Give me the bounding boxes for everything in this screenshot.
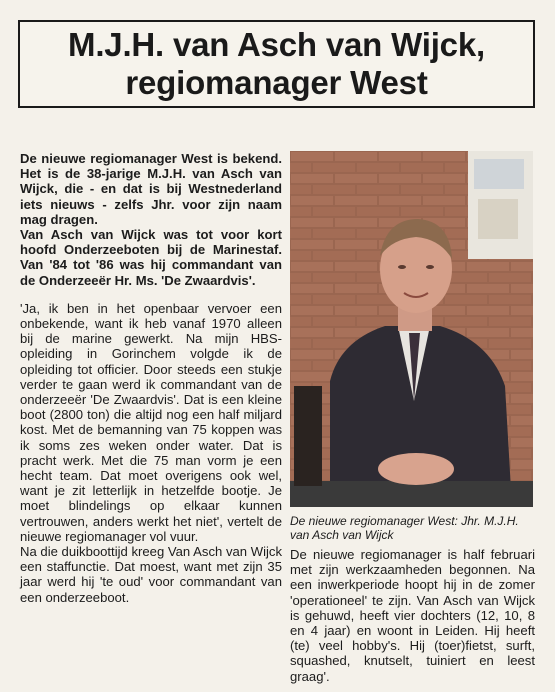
lede-paragraph-1: De nieuwe regiomanager West is bekend. Het is de 38-jarige M.J.H. van Asch van Wijck, die - en dat is bij Westnederland iets nieuws - zelfs Jhr. voor zijn naam mag dragen. xyxy=(20,151,282,227)
headline-line-1: M.J.H. van Asch van Wijck, xyxy=(68,26,485,63)
lede-paragraphs xyxy=(20,151,282,288)
quote-paragraphs xyxy=(20,301,282,605)
right-paragraph-1: De nieuwe regiomanager is half februari met zijn werkzaamheden begonnen. Na een inwerkperiode hoopt hij in de zomer 'operationeel' te zijn. Van Asch van Wijck is gehuwd, heeft vier dochters (12, 10, 8 en 4 jaar) en woont in Leiden. Hij heeft (te) veel hobby's. Hij (toer)fietst, surft, squashed, knutselt, tuiniert en leest graag'. xyxy=(290,547,535,684)
right-column xyxy=(290,547,535,684)
left-column xyxy=(20,151,282,605)
lede-paragraph-2: Van Asch van Wijck was tot voor kort hoofd Onderzeeboten bij de Marinestaf. Van '84 tot '86 was hij commandant van de Onderzeeër Hr. Ms. 'De Zwaardvis'. xyxy=(20,227,282,288)
quote-paragraph-1: 'Ja, ik ben in het openbaar vervoer een onbekende, want ik heb vanaf 1970 alleen bij de marine gewerkt. Na mijn HBS-opleiding in Gorinchem volgde ik de opleiding tot officier. Door steeds een stukje verder te gaan werd ik commandant van de onderzeeër 'De Zwaardvis'. Dat is een kleine boot (2800 ton) die altijd nog een half miljard kost. Met de bemanning van 75 koppen was ik soms zes weken onder water. Dat is pracht werk. Met die 75 man vorm je een hecht team. Dat moet overigens ook wel, want je zit letterlijk in hetzelfde bootje. Je moet blindelings op elkaar kunnen vertrouwen, anders werkt het niet', vertelt de nieuwe regiomanager vol vuur. xyxy=(20,300,282,544)
headline-line-2: regiomanager West xyxy=(125,64,428,101)
quote-paragraph-2: Na die duikboottijd kreeg Van Asch van Wijck een staffunctie. Dat moest, want met zijn 35 jaar werd hij 'te oud' voor commandant van een onderzeeboot. xyxy=(20,544,282,605)
photo-caption: De nieuwe regiomanager West: Jhr. M.J.H. van Asch van Wijck xyxy=(290,514,519,542)
headline-box xyxy=(18,20,535,108)
portrait-photo-illustration xyxy=(290,151,533,507)
portrait-photo xyxy=(290,151,533,507)
